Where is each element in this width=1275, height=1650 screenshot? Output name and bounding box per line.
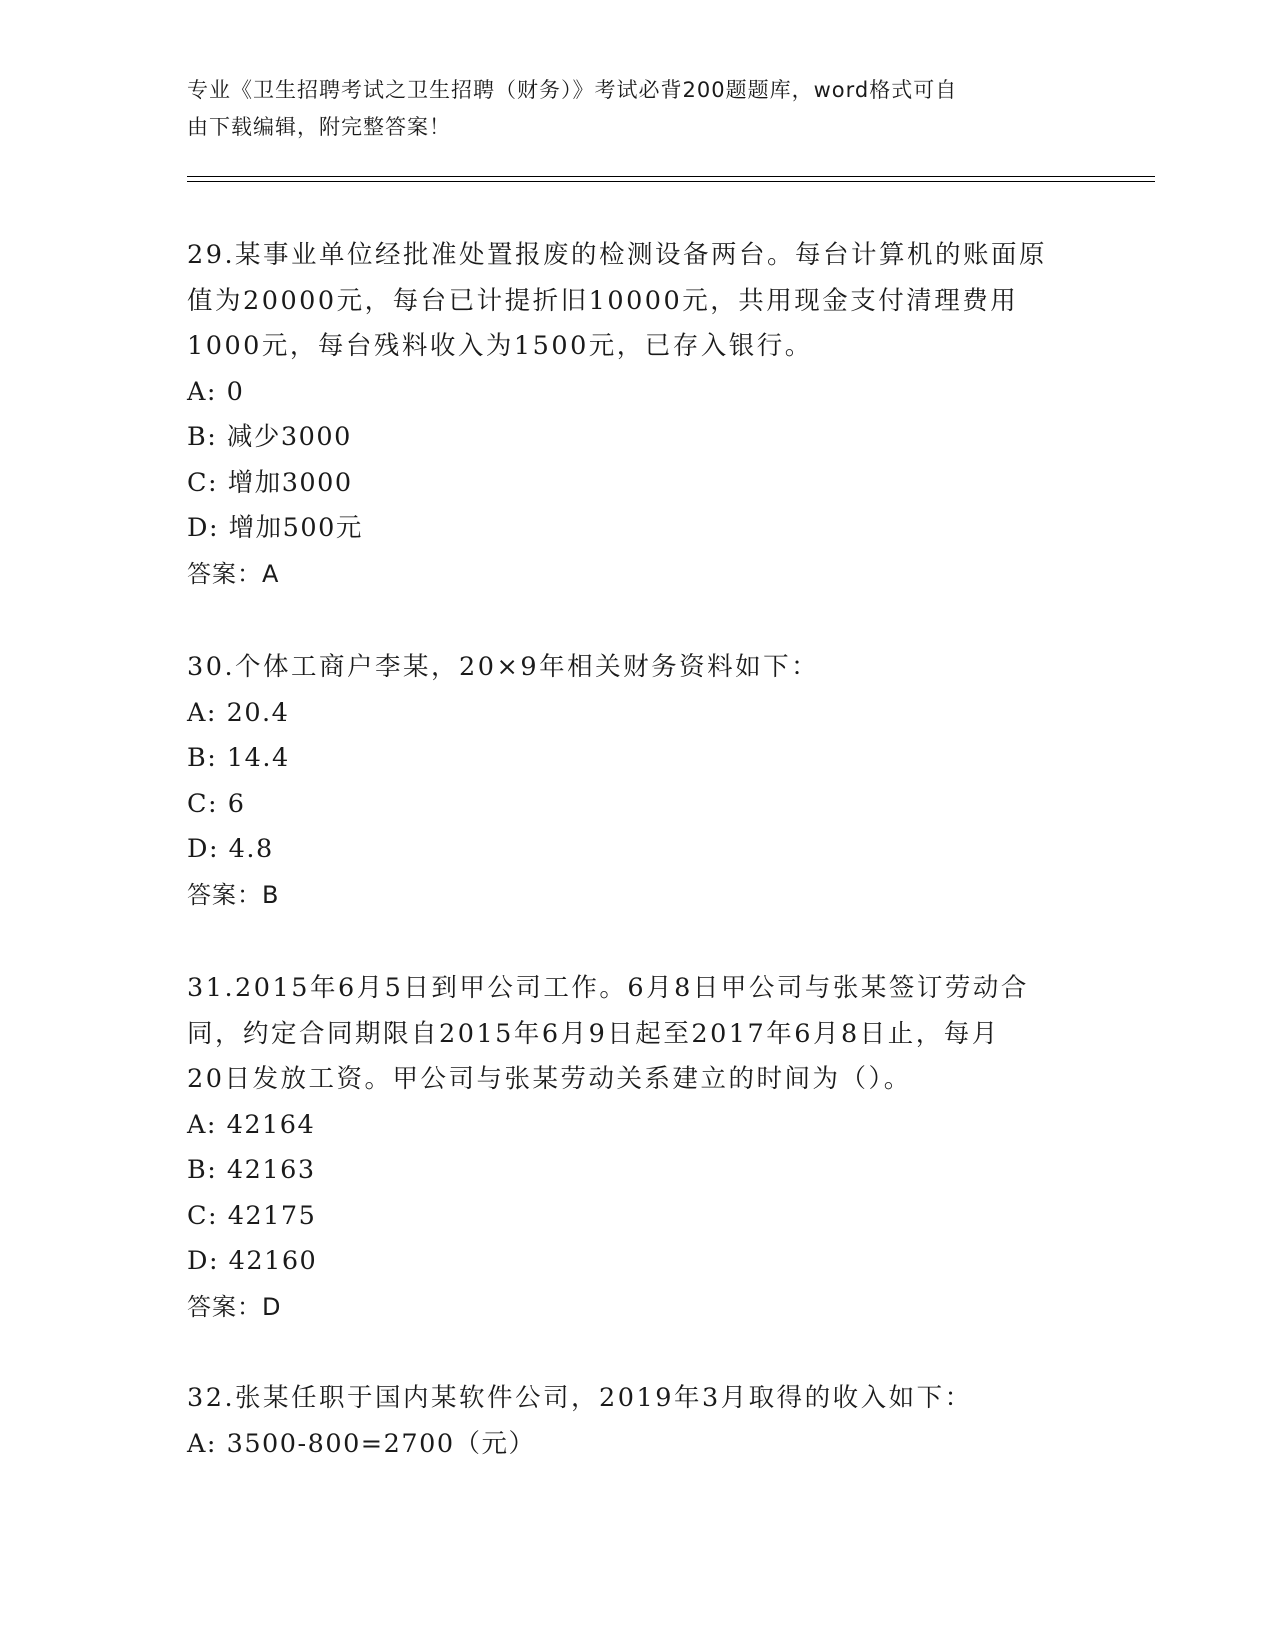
question-stem-line: 29.某事业单位经批准处置报废的检测设备两台。每台计算机的账面原 — [187, 240, 1048, 270]
option-b: B: 减少3000 — [187, 422, 352, 452]
option-b: B: 42163 — [187, 1155, 316, 1185]
header-line-1: 专业《卫生招聘考试之卫生招聘（财务）》考试必背200题题库，word格式可自 — [187, 78, 958, 102]
option-c: C: 增加3000 — [187, 467, 353, 498]
header-divider-bottom — [187, 181, 1155, 182]
option-a: A: 3500-800=2700（元） — [187, 1428, 536, 1459]
answer: 答案：D — [187, 1292, 282, 1321]
answer: 答案：A — [187, 559, 280, 588]
question-stem-line: 1000元，每台残料收入为1500元，已存入银行。 — [187, 331, 813, 361]
question-32 — [187, 1376, 1087, 1467]
option-c: C: 42175 — [187, 1200, 317, 1231]
question-stem-line: 31.2015年6月5日到甲公司工作。6月8日甲公司与张某签订劳动合 — [187, 973, 1029, 1003]
option-b: B: 14.4 — [187, 743, 290, 773]
option-d: D: 增加500元 — [187, 513, 363, 543]
question-stem-line: 32.张某任职于国内某软件公司，2019年3月取得的收入如下： — [187, 1383, 973, 1413]
header-divider-top — [187, 176, 1155, 177]
question-29 — [187, 233, 1087, 597]
option-a: A: 42164 — [187, 1109, 316, 1140]
option-a: A: 0 — [187, 376, 245, 407]
answer: 答案：B — [187, 880, 280, 909]
header-line-2: 由下载编辑，附完整答案！ — [187, 115, 451, 139]
option-d: D: 4.8 — [187, 834, 274, 864]
document-header — [187, 72, 1087, 146]
question-stem-line: 值为20000元，每台已计提折旧10000元，共用现金支付清理费用 — [187, 285, 1019, 316]
option-a: A: 20.4 — [187, 697, 290, 728]
option-c: C: 6 — [187, 788, 246, 819]
question-31 — [187, 966, 1087, 1330]
option-d: D: 42160 — [187, 1246, 318, 1276]
question-stem-line: 20日发放工资。甲公司与张某劳动关系建立的时间为（）。 — [187, 1064, 912, 1094]
question-stem-line: 30.个体工商户李某，20×9年相关财务资料如下： — [187, 652, 820, 682]
question-stem-line: 同，约定合同期限自2015年6月9日起至2017年6月8日止，每月 — [187, 1018, 1000, 1049]
question-30 — [187, 645, 1087, 918]
